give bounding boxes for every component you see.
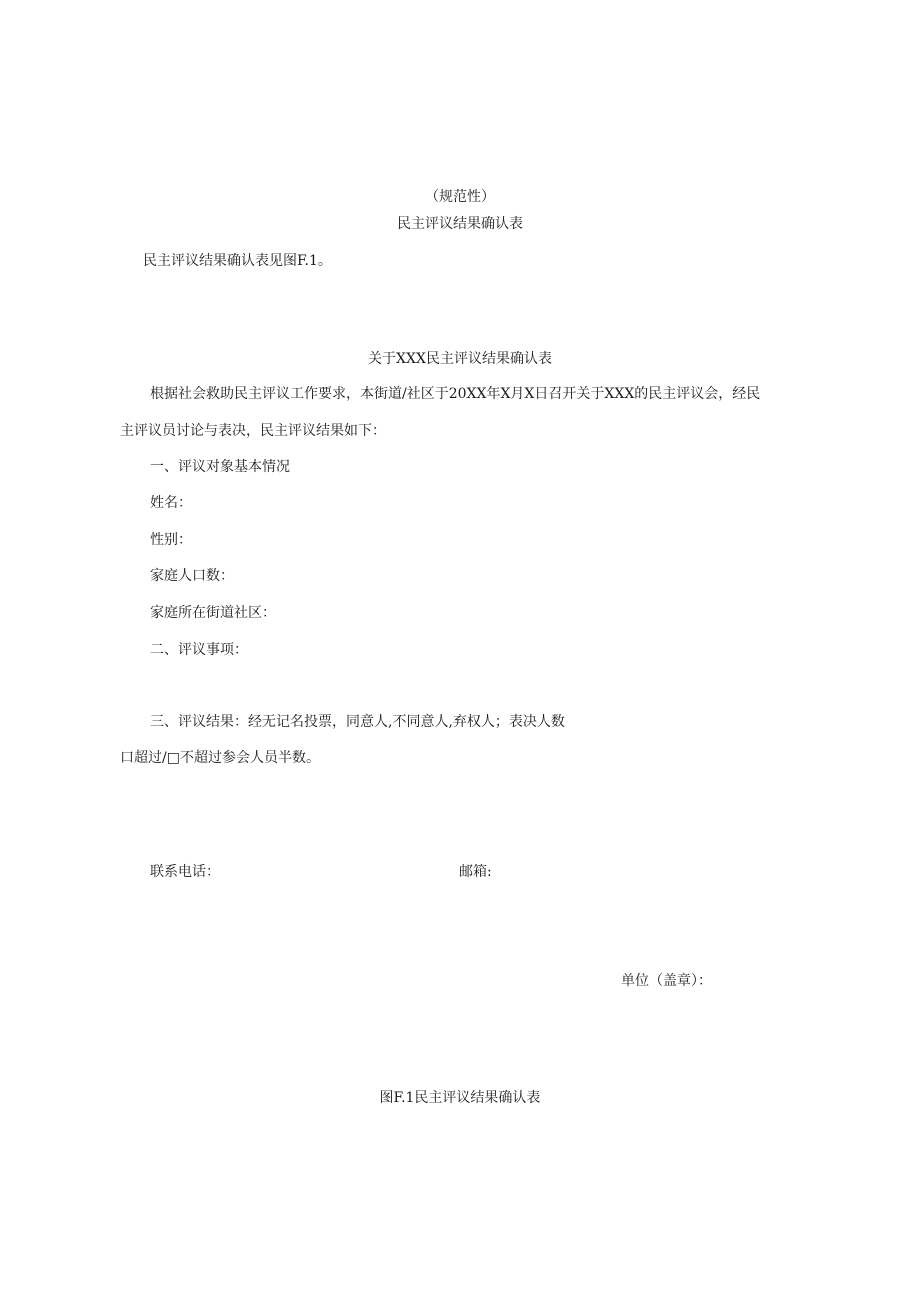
field-household-size-label: 家庭人口数： (150, 568, 234, 584)
unit-seal-label: 单位（盖章）： (621, 973, 712, 989)
section-2-heading: 二、评议事项： (150, 642, 248, 658)
field-name-label: 姓名： (150, 495, 192, 511)
section-3-line-2: 口超过/□不超过参会人员半数。 (120, 750, 320, 766)
field-gender-label: 性别： (150, 532, 192, 548)
form-paragraph-line-2: 主评议员讨论与表决，民主评议结果如下： (120, 423, 386, 439)
appendix-type-label: （规范性） (425, 189, 495, 205)
section-1-heading: 一、评议对象基本情况 (150, 459, 290, 475)
section-3-line-1: 三、评议结果：经无记名投票，同意人,不同意人,弃权人；表决人数 (150, 714, 565, 730)
form-title: 关于XXX民主评议结果确认表 (368, 351, 552, 367)
figure-caption: 图F.1民主评议结果确认表 (379, 1090, 541, 1106)
appendix-intro: 民主评议结果确认表见图F.1。 (143, 253, 332, 269)
appendix-title: 民主评议结果确认表 (397, 216, 523, 232)
email-label: 邮箱: (459, 864, 492, 880)
form-paragraph-line-1: 根据社会救助民主评议工作要求，本街道/社区于20XX年X月X日召开关于XXX的民主评议会，经民 (150, 386, 761, 402)
field-community-label: 家庭所在街道社区： (150, 605, 276, 621)
contact-phone-label: 联系电话： (150, 864, 220, 880)
